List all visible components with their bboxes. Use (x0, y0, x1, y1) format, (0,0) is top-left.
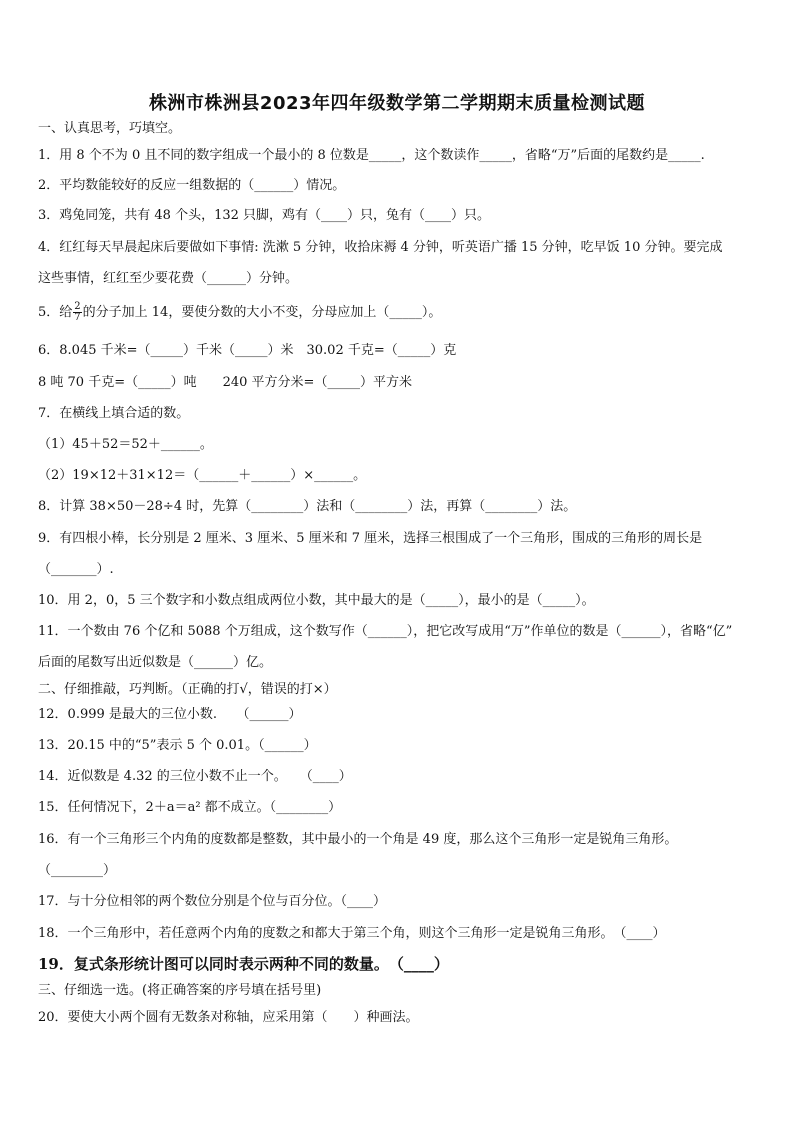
question-10: 10．用 2，0，5 三个数字和小数点组成两位小数，其中最大的是（_____），最小的是（_____）。 (38, 593, 595, 608)
question-11-cont: 后面的尾数写出近似数是（______）亿。 (38, 655, 273, 670)
question-4-cont: 这些事情，红红至少要花费（______）分钟。 (38, 271, 299, 286)
section-3-heading: 三、仔细选一选。(将正确答案的序号填在括号里) (38, 983, 322, 998)
question-7: 7．在横线上填合适的数。 (38, 406, 190, 421)
question-14: 14．近似数是 4.32 的三位小数不止一个。 （____） (38, 769, 352, 784)
question-6-cont: 8 吨 70 千克=（_____）吨 240 平方分米=（_____）平方米 (38, 375, 412, 390)
section-1-heading: 一、认真思考，巧填空。 (38, 121, 182, 136)
question-4: 4．红红每天早晨起床后要做如下事情: 洗漱 5 分钟，收拾床褥 4 分钟，听英语广播 15 分钟，吃早饭 10 分钟。要完成 (38, 240, 723, 255)
question-13: 13．20.15 中的“5”表示 5 个 0.01。（______） (38, 738, 317, 753)
question-6: 6．8.045 千米=（_____）千米（_____）米 30.02 千克=（_____）克 (38, 343, 457, 358)
question-2: 2．平均数能较好的反应一组数据的（______）情况。 (38, 178, 346, 193)
question-19: 19．复式条形统计图可以同时表示两种不同的数量。 （____） (38, 955, 449, 973)
question-5-text: 的分子加上 14，要使分数的大小不变，分母应加上（_____）。 (82, 305, 442, 320)
question-17: 17．与十分位相邻的两个数位分别是个位与百分位。（____） (38, 894, 387, 909)
question-16-cont: （________） (38, 863, 117, 878)
question-7-1: （1）45＋52＝52＋______。 (38, 437, 213, 452)
question-11: 11．一个数由 76 个亿和 5088 个万组成，这个数写作（______），把它改写成用“万”作单位的数是（______），省略“亿” (38, 624, 733, 639)
question-7-2: （2）19×12＋31×12＝（______＋______）×______。 (38, 468, 367, 483)
fraction-denominator: 7 (74, 312, 81, 323)
page-title: 株洲市株洲县2023年四年级数学第二学期期末质量检测试题 (148, 93, 646, 114)
question-9-cont: （_______）. (38, 562, 114, 577)
section-2-heading: 二、仔细推敲，巧判断。（正确的打√，错误的打×） (38, 682, 337, 697)
question-5-prefix: 5．给 (38, 305, 73, 320)
question-1: 1．用 8 个不为 0 且不同的数字组成一个最小的 8 位数是_____，这个数读作_____，省略“万”后面的尾数约是_____. (38, 148, 705, 163)
question-16: 16．有一个三角形三个内角的度数都是整数，其中最小的一个角是 49 度，那么这个三角形一定是锐角三角形。 (38, 832, 678, 847)
question-9: 9．有四根小棒，长分别是 2 厘米、3 厘米、5 厘米和 7 厘米，选择三根围成了一个三角形，围成的三角形的周长是 (38, 531, 703, 546)
question-8: 8．计算 38×50－28÷4 时，先算（________）法和（________）法，再算（________）法。 (38, 499, 577, 514)
fraction-numerator: 2 (74, 301, 81, 312)
question-12: 12．0.999 是最大的三位小数. （______） (38, 707, 302, 722)
question-5 (38, 302, 441, 323)
question-20: 20．要使大小两个圆有无数条对称轴，应采用第（ ）种画法。 (38, 1010, 419, 1025)
question-3: 3．鸡兔同笼，共有 48 个头，132 只脚，鸡有（____）只，兔有（____）只。 (38, 208, 491, 223)
question-15: 15．任何情况下，2＋a＝a² 都不成立。（________） (38, 800, 342, 815)
fraction-2-7 (73, 302, 81, 323)
question-18: 18．一个三角形中，若任意两个内角的度数之和都大于第三个角，则这个三角形一定是锐角三角形。 （____） (38, 926, 666, 941)
